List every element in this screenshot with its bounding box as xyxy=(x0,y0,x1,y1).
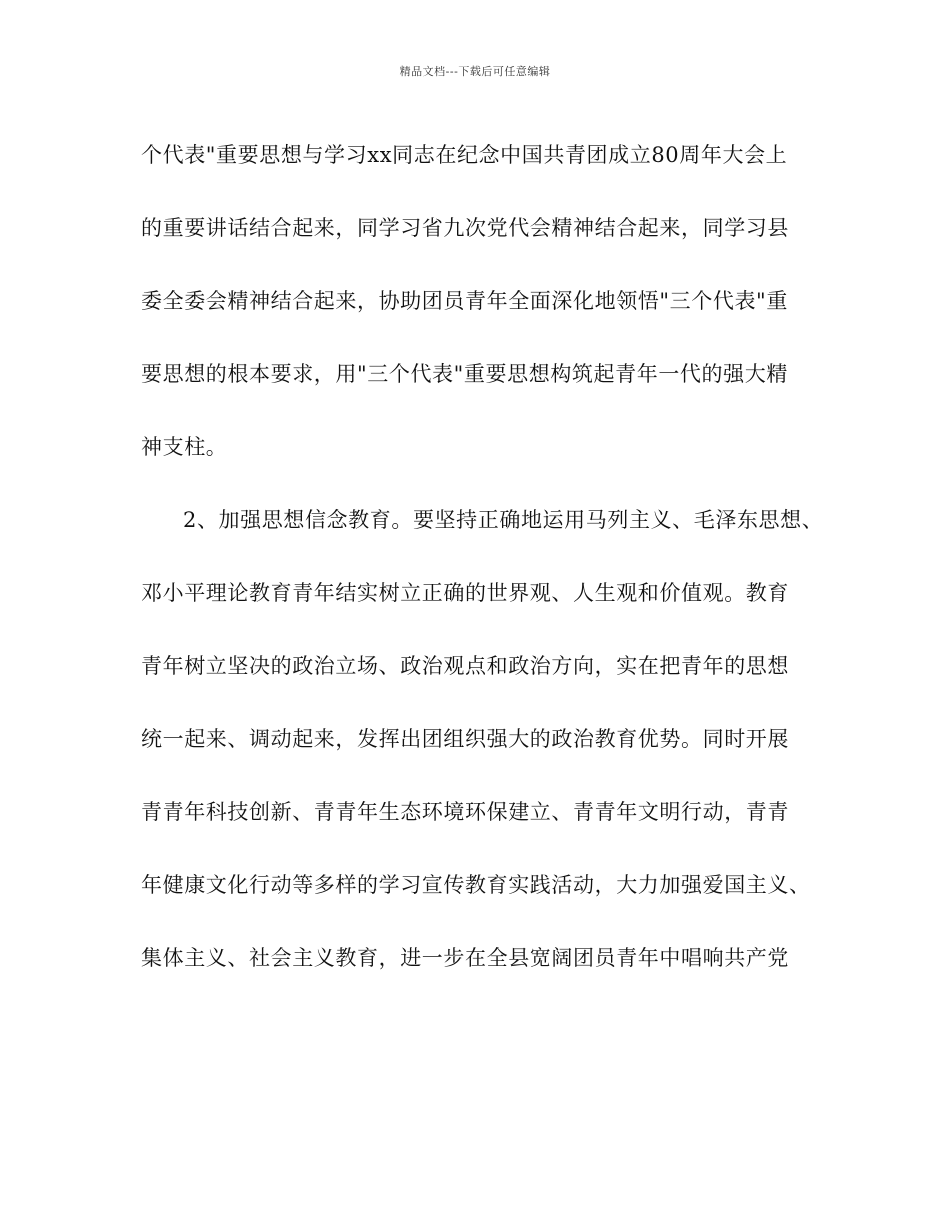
page-header: 精品文档---下载后可任意编辑 xyxy=(399,65,551,78)
text-line: 年健康文化行动等多样的学习宣传教育实践活动，大力加强爱国主义、 xyxy=(141,873,811,897)
text-line: 青年树立坚决的政治立场、政治观点和政治方向，实在把青年的思想 xyxy=(141,654,789,678)
text-line: 要思想的根本要求，用"三个代表"重要思想构筑起青年一代的强大精 xyxy=(141,362,788,386)
text-line: 神支柱。 xyxy=(141,435,228,459)
text-line: 青青年科技创新、青青年生态环境环保建立、青青年文明行动，青青 xyxy=(141,800,789,824)
text-line: 集体主义、社会主义教育，进一步在全县宽阔团员青年中唱响共产党 xyxy=(141,946,789,970)
text-line: 邓小平理论教育青年结实树立正确的世界观、人生观和价值观。教育 xyxy=(141,581,789,605)
text-line: 个代表"重要思想与学习xx同志在纪念中国共青团成立80周年大会上 xyxy=(141,143,788,167)
text-line: 的重要讲话结合起来，同学习省九次党代会精神结合起来，同学习县 xyxy=(141,216,789,240)
text-line: 统一起来、调动起来，发挥出团组织强大的政治教育优势。同时开展 xyxy=(141,727,789,751)
text-line: 委全委会精神结合起来，协助团员青年全面深化地领悟"三个代表"重 xyxy=(141,289,788,313)
paragraph-start-line: 2、加强思想信念教育。要坚持正确地运用马列主义、毛泽东思想、 xyxy=(183,508,824,532)
